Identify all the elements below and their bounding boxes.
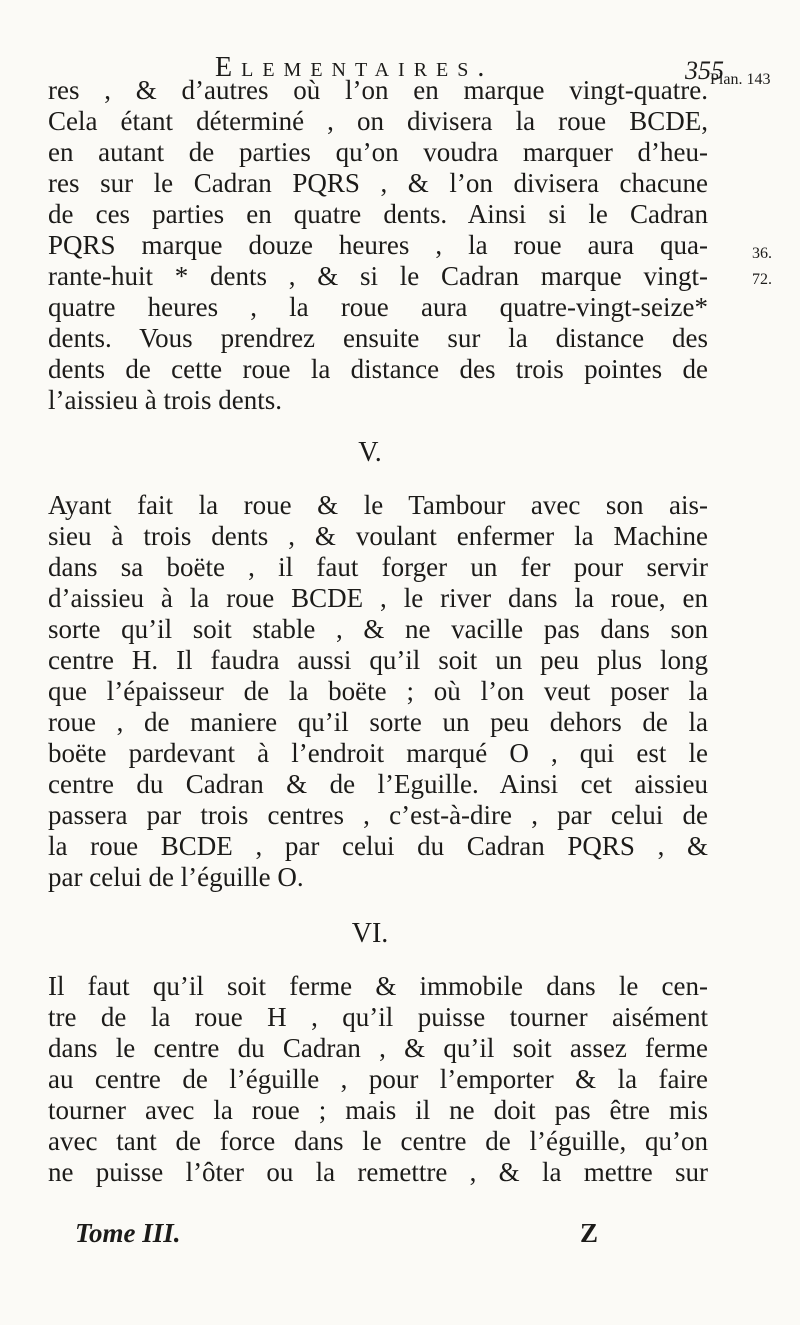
text-line: de ces parties en quatre dents. Ainsi si le Cadran xyxy=(48,199,708,229)
text-line: centre H. Il faudra aussi qu’il soit un peu plus long xyxy=(48,645,708,675)
section-heading-vi: VI. xyxy=(351,918,389,949)
text-line: au centre de l’éguille , pour l’emporter & la faire xyxy=(48,1064,708,1094)
text-line: Ayant fait la roue & le Tambour avec son ais- xyxy=(48,490,708,520)
text-line: avec tant de force dans le centre de l’éguille, qu’on xyxy=(48,1126,708,1156)
text-line: passera par trois centres , c’est-à-dire , par celui de xyxy=(48,800,708,830)
text-line: d’aissieu à la roue BCDE , le river dans la roue, en xyxy=(48,583,708,613)
text-line: rante-huit * dents , & si le Cadran marque vingt- xyxy=(48,261,708,291)
text-line: dents. Vous prendrez ensuite sur la distance des xyxy=(48,323,708,353)
text-line: sieu à trois dents , & voulant enfermer la Machine xyxy=(48,521,708,551)
text-line: roue , de maniere qu’il sorte un peu dehors de la xyxy=(48,707,708,737)
text-line: PQRS marque douze heures , la roue aura qua- xyxy=(48,230,708,260)
text-line: la roue BCDE , par celui du Cadran PQRS , & xyxy=(48,831,708,861)
text-line: Il faut qu’il soit ferme & immobile dans le cen- xyxy=(48,971,708,1001)
text-line: res sur le Cadran PQRS , & l’on divisera chacune xyxy=(48,168,708,198)
signature-mark: Z xyxy=(580,1218,599,1248)
text-line: Cela étant déterminé , on divisera la roue BCDE, xyxy=(48,106,708,136)
text-line: boëte pardevant à l’endroit marqué O , qui est le xyxy=(48,738,708,768)
text-line: l’aissieu à trois dents. xyxy=(48,385,282,415)
text-line: par celui de l’éguille O. xyxy=(48,862,304,892)
margin-note-plate: Plan. 143 xyxy=(710,71,771,88)
text-line: res , & d’autres où l’on en marque vingt-quatre. xyxy=(48,75,708,105)
text-line: tre de la roue H , qu’il puisse tourner aisément xyxy=(48,1002,708,1032)
running-title: Elementaires. xyxy=(215,52,494,83)
text-line: quatre heures , la roue aura quatre-vingt-seize* xyxy=(48,292,708,322)
text-line: que l’épaisseur de la boëte ; où l’on veut poser la xyxy=(48,676,708,706)
text-line: centre du Cadran & de l’Eguille. Ainsi cet aissieu xyxy=(48,769,708,799)
section-heading-v: V. xyxy=(358,437,382,468)
text-line: dans sa boëte , il faut forger un fer pour servir xyxy=(48,552,708,582)
page-number: 355 xyxy=(685,56,724,85)
text-line: ne puisse l’ôter ou la remettre , & la mettre sur xyxy=(48,1157,708,1187)
text-line: dents de cette roue la distance des trois pointes de xyxy=(48,354,708,384)
text-line: dans le centre du Cadran , & qu’il soit assez ferme xyxy=(48,1033,708,1063)
text-line: en autant de parties qu’on voudra marquer d’heu- xyxy=(48,137,708,167)
volume-footer: Tome III. xyxy=(75,1218,181,1248)
margin-note-72: 72. xyxy=(752,271,772,288)
text-line: tourner avec la roue ; mais il ne doit pas être mis xyxy=(48,1095,708,1125)
margin-note-36: 36. xyxy=(752,245,772,262)
text-line: sorte qu’il soit stable , & ne vacille pas dans son xyxy=(48,614,708,644)
